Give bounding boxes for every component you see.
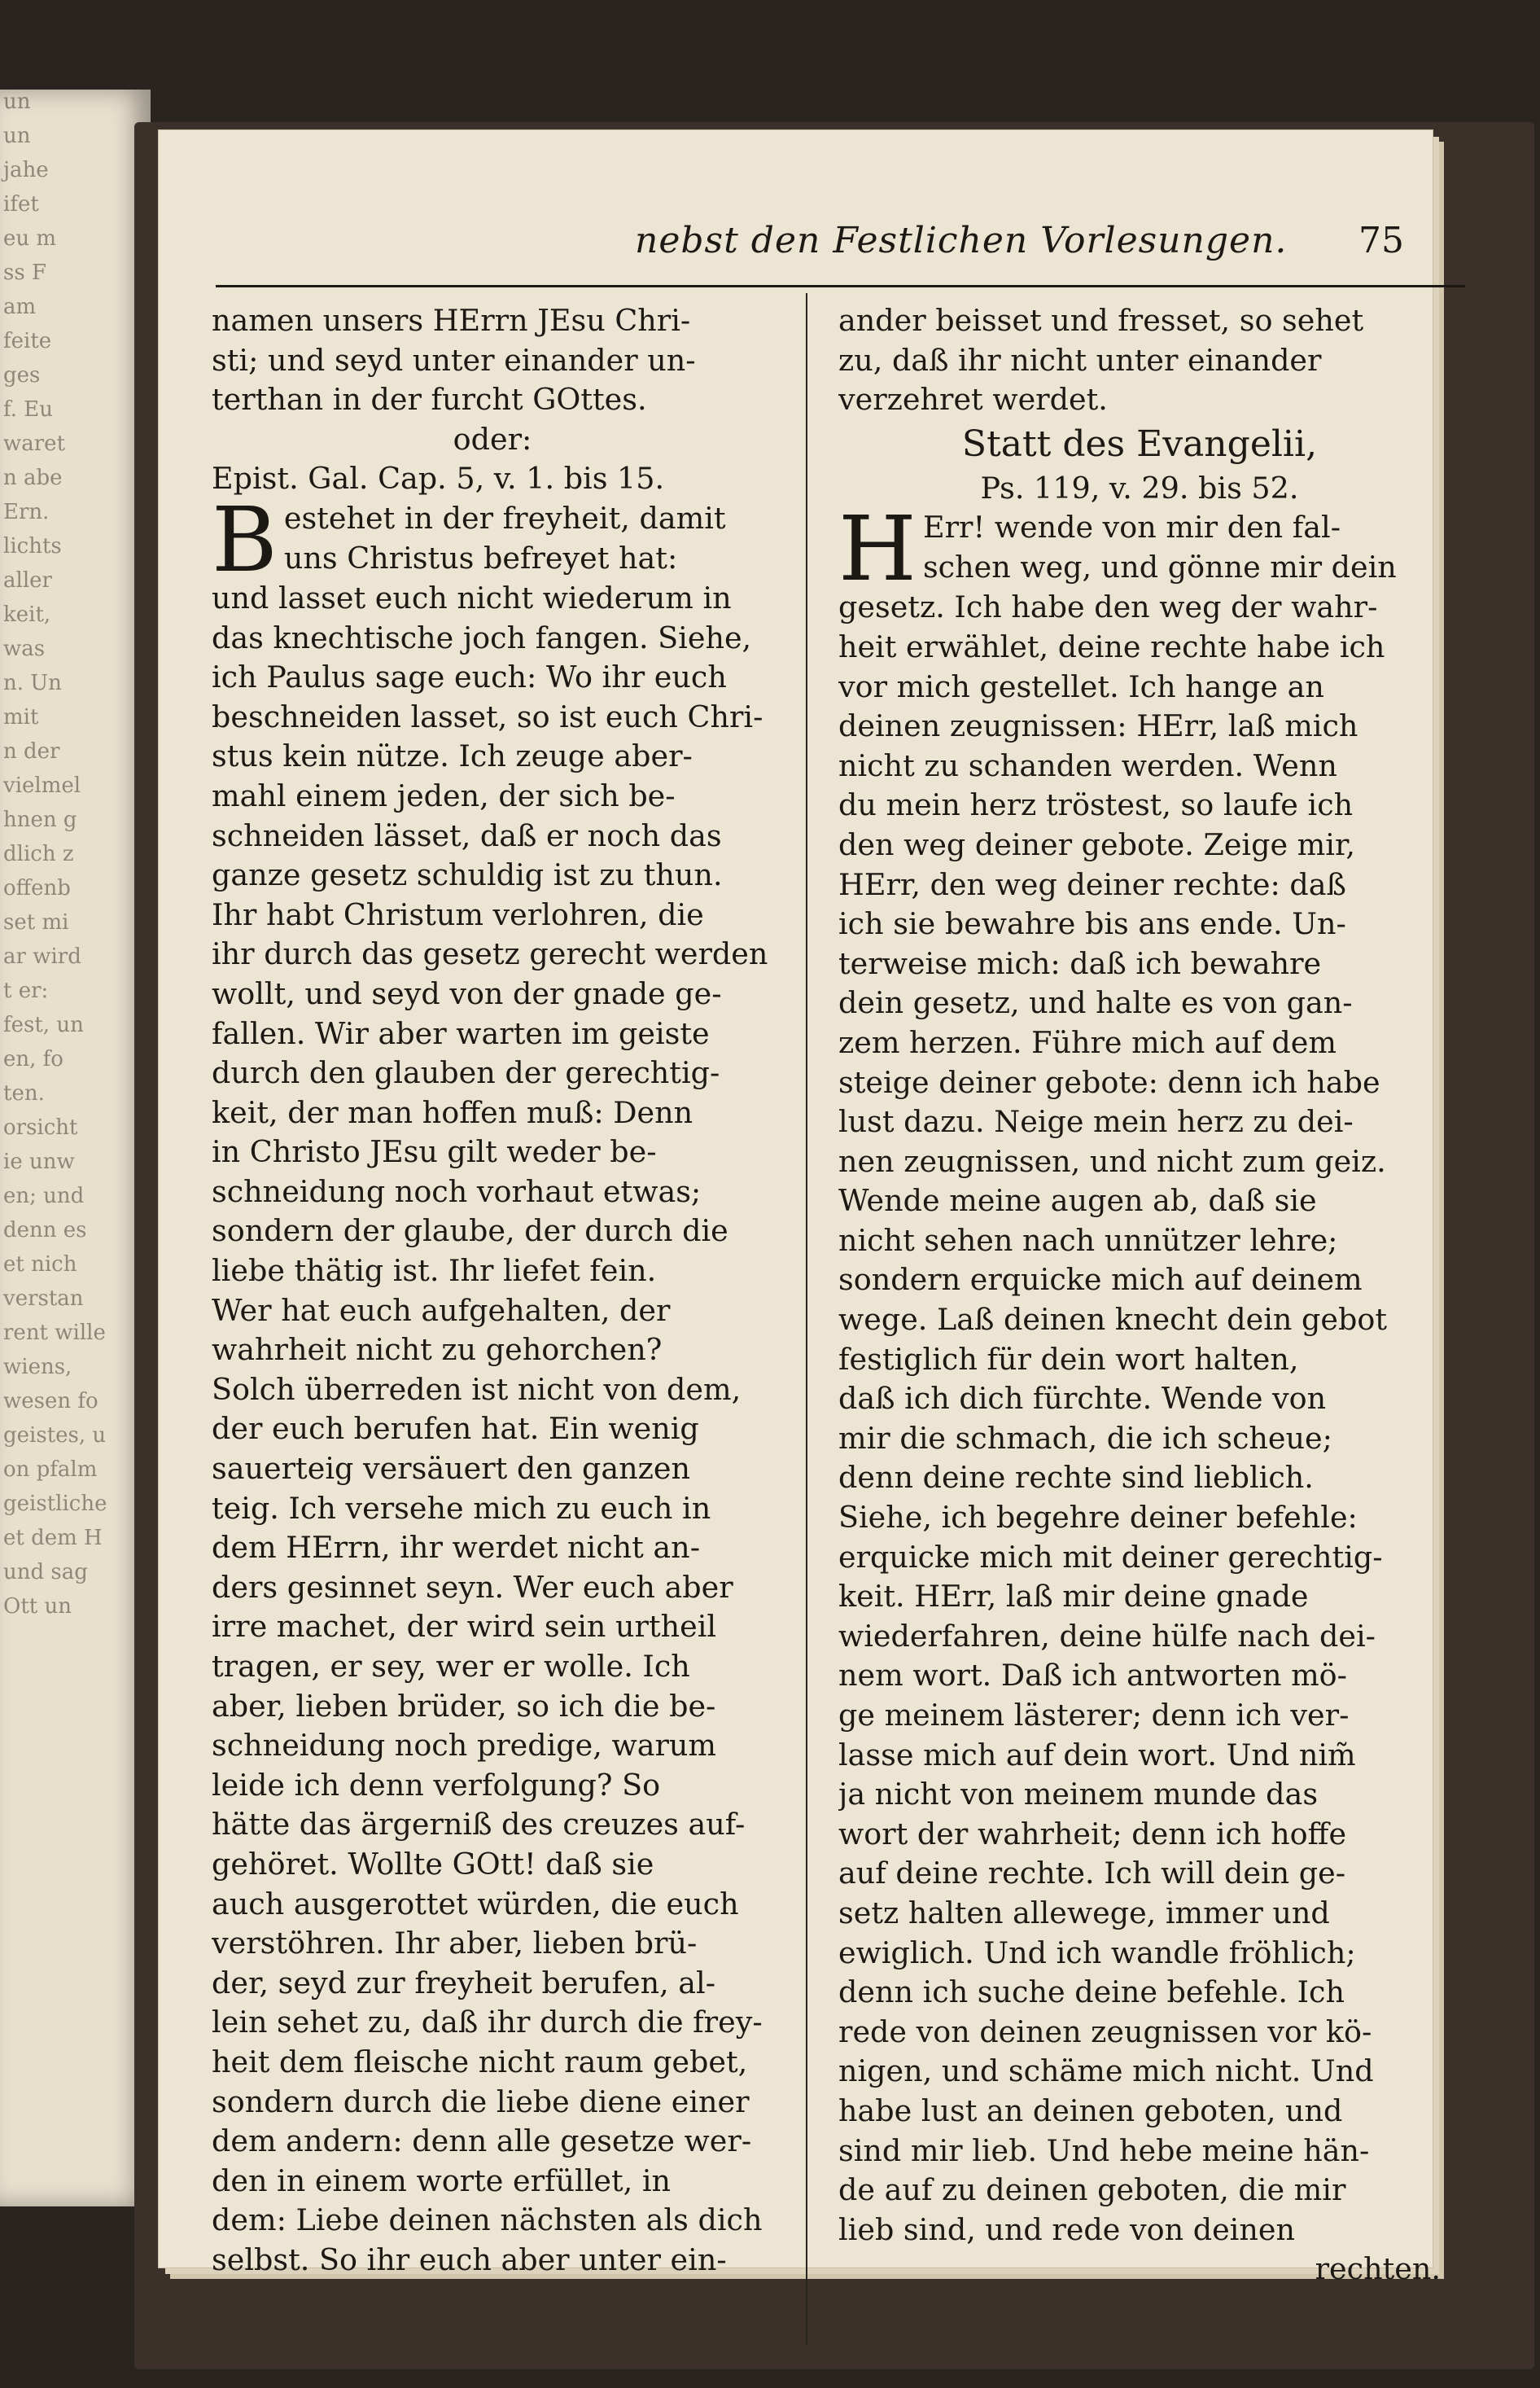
- text-line: Wer hat euch aufgehalten, der: [212, 1292, 671, 1328]
- text-line: sondern durch die liebe diene einer: [212, 2083, 750, 2119]
- facing-page-fragment: ar wird: [3, 944, 81, 969]
- text-line: lust dazu. Neige mein herz zu dei-: [838, 1104, 1354, 1140]
- text-line: erquicke mich mit deiner gerechtig-: [838, 1539, 1383, 1575]
- facing-page-fragment: ten.: [3, 1081, 45, 1106]
- text-line: denn ich suche deine befehle. Ich: [838, 1974, 1345, 2010]
- facing-page-fragment: Ott un: [3, 1594, 72, 1619]
- text-line: steige deiner gebote: denn ich habe: [838, 1064, 1380, 1100]
- text-line: mahl einem jeden, der sich be-: [212, 778, 676, 813]
- facing-page-fragment: Ern.: [3, 500, 50, 524]
- facing-page-fragment: dlich z: [3, 842, 74, 866]
- text-line: verzehret werdet.: [838, 382, 1108, 418]
- facing-page-fragment: wesen fo: [3, 1389, 98, 1413]
- text-line: dem HErrn, ihr werdet nicht an-: [212, 1530, 701, 1566]
- text-line: ander beisset und fresset, so sehet: [838, 303, 1364, 338]
- text-line: dem: Liebe deinen nächsten als dich: [212, 2202, 763, 2238]
- text-line: sondern der glaube, der durch die: [212, 1213, 728, 1249]
- facing-page-fragment: waret: [3, 432, 66, 456]
- facing-page-fragment: en, fo: [3, 1047, 63, 1071]
- text-line: HErr, den weg deiner rechte: daß: [838, 866, 1346, 902]
- text-line: auch ausgerottet würden, die euch: [212, 1886, 739, 1921]
- text-line: sti; und seyd unter einander un-: [212, 342, 696, 378]
- text-line: heit dem fleische nicht raum gebet,: [212, 2044, 748, 2079]
- facing-page-fragment: set mi: [3, 910, 69, 935]
- text-line: vor mich gestellet. Ich hange an: [838, 668, 1324, 704]
- text-line: dein gesetz, und halte es von gan-: [838, 985, 1353, 1021]
- text-line: beschneiden lasset, so ist euch Chri-: [212, 699, 763, 734]
- text-line: ewiglich. Und ich wandle fröhlich;: [838, 1934, 1356, 1970]
- text-line: Wende meine augen ab, daß sie: [838, 1183, 1317, 1219]
- text-line: Err! wende von mir den fal-: [922, 510, 1341, 546]
- drop-initial: H: [838, 497, 917, 602]
- facing-page-fragment: hnen g: [3, 808, 77, 832]
- text-line: nigen, und schäme mich nicht. Und: [838, 2053, 1374, 2089]
- facing-page-fragment: und sag: [3, 1560, 88, 1584]
- facing-page-fragment: vielmel: [3, 773, 81, 798]
- text-line: durch den glauben der gerechtig-: [212, 1055, 720, 1091]
- text-line: schen weg, und gönne mir dein: [922, 549, 1397, 585]
- facing-page-fragment: f. Eu: [3, 397, 53, 422]
- facing-page-fragment: offenb: [3, 876, 71, 900]
- facing-page-fragment: keit,: [3, 602, 51, 627]
- text-line: habe lust an deinen geboten, und: [838, 2092, 1343, 2128]
- text-line: du mein herz tröstest, so laufe ich: [838, 787, 1354, 823]
- facing-page-fragment: ss F: [3, 261, 46, 285]
- text-line: den weg deiner gebote. Zeige mir,: [838, 826, 1355, 862]
- text-line: zem herzen. Führe mich auf dem: [838, 1024, 1337, 1060]
- text-line: nicht sehen nach unnützer lehre;: [838, 1222, 1338, 1258]
- text-line: ich Paulus sage euch: Wo ihr euch: [212, 659, 727, 695]
- text-line: uns Christus befreyet hat:: [283, 540, 678, 576]
- facing-page-fragment: n der: [3, 739, 60, 764]
- facing-page-fragment: rent wille: [3, 1321, 106, 1345]
- text-line: hätte das ärgerniß des creuzes auf-: [212, 1807, 746, 1842]
- text-line: schneiden lässet, daß er noch das: [212, 817, 722, 853]
- text-line: lasse mich auf dein wort. Und nim̃: [838, 1737, 1356, 1772]
- facing-page-fragment: geistliche: [3, 1492, 107, 1516]
- column-divider: [806, 293, 807, 2345]
- psalm-reference: Ps. 119, v. 29. bis 52.: [980, 470, 1299, 506]
- facing-page-fragment: on pfalm: [3, 1457, 98, 1482]
- text-line: der euch berufen hat. Ein wenig: [212, 1411, 699, 1447]
- page-header: [480, 213, 1404, 270]
- text-line: wiederfahren, deine hülfe nach dei-: [838, 1618, 1376, 1654]
- facing-page-fragment: wiens,: [3, 1355, 72, 1379]
- book-page: [159, 130, 1441, 2287]
- facing-page-fragment: n. Un: [3, 671, 62, 695]
- text-line: das knechtische joch fangen. Siehe,: [212, 620, 752, 655]
- facing-page-fragment: eu m: [3, 226, 57, 251]
- facing-page-fragment: feite: [3, 329, 52, 353]
- facing-page-strip: [0, 90, 151, 2206]
- facing-page-fragment: am: [3, 295, 37, 319]
- text-line: ihr durch das gesetz gerecht werden: [212, 936, 768, 972]
- facing-page-fragment: was: [3, 637, 46, 661]
- text-line: teig. Ich versehe mich zu euch in: [212, 1490, 711, 1526]
- gospel-heading: Statt des Evangelii,: [961, 423, 1318, 465]
- text-line: sondern erquicke mich auf deinem: [838, 1262, 1363, 1298]
- facing-page-fragment: verstan: [3, 1286, 84, 1311]
- last-line: rechten.: [1315, 2251, 1441, 2287]
- text-line: ganze gesetz schuldig ist zu thun.: [212, 857, 723, 893]
- text-line: nem wort. Daß ich antworten mö-: [838, 1658, 1347, 1694]
- facing-page-fragment: un: [3, 90, 31, 114]
- text-line: Ihr habt Christum verlohren, die: [212, 896, 704, 932]
- facing-page-fragment: mit: [3, 705, 39, 730]
- text-line: tragen, er sey, wer er wolle. Ich: [212, 1649, 690, 1684]
- text-line: fallen. Wir aber warten im geiste: [212, 1015, 710, 1051]
- text-line: leide ich denn verfolgung? So: [212, 1767, 661, 1803]
- text-line: verstöhren. Ihr aber, lieben brü-: [212, 1926, 698, 1961]
- text-line: heit erwählet, deine rechte habe ich: [838, 629, 1385, 664]
- oder-label: oder:: [453, 421, 532, 457]
- text-line: de auf zu deinen geboten, die mir: [838, 2172, 1346, 2208]
- text-line: irre machet, der wird sein urtheil: [212, 1609, 717, 1645]
- text-line: terthan in der furcht GOttes.: [212, 382, 647, 418]
- facing-page-fragment: ie unw: [3, 1150, 75, 1174]
- page-number: 75: [1358, 220, 1404, 261]
- text-line: deinen zeugnissen: HErr, laß mich: [838, 708, 1358, 744]
- text-line: keit. HErr, laß mir deine gnade: [838, 1579, 1309, 1615]
- facing-page-fragment: orsicht: [3, 1115, 78, 1140]
- epistle-opening: [212, 487, 773, 592]
- left-column: [212, 301, 773, 2281]
- text-line: nicht zu schanden werden. Wenn: [838, 747, 1337, 783]
- drop-initial: B: [212, 487, 278, 592]
- text-line: rede von deinen zeugnissen vor kö-: [838, 2013, 1372, 2049]
- text-line: setz halten allewege, immer und: [838, 1895, 1330, 1930]
- facing-page-fragment: en; und: [3, 1184, 85, 1208]
- running-head: nebst den Festlichen Vorlesungen.: [635, 220, 1288, 261]
- text-line: und lasset euch nicht wiederum in: [212, 580, 732, 616]
- epistle-reference: Epist. Gal. Cap. 5, v. 1. bis 15.: [212, 461, 665, 497]
- text-line: ders gesinnet seyn. Wer euch aber: [212, 1569, 733, 1605]
- text-line: sauerteig versäuert den ganzen: [212, 1451, 690, 1487]
- text-line: zu, daß ihr nicht unter einander: [838, 342, 1322, 378]
- text-line: daß ich dich fürchte. Wende von: [838, 1381, 1327, 1417]
- text-line: in Christo JEsu gilt weder be-: [212, 1134, 657, 1170]
- text-line: keit, der man hoffen muß: Denn: [212, 1094, 693, 1130]
- text-line: ich sie bewahre bis ans ende. Un-: [838, 906, 1346, 942]
- text-line: Siehe, ich begehre deiner befehle:: [838, 1500, 1358, 1536]
- text-line: ja nicht von meinem munde das: [838, 1777, 1319, 1812]
- text-line: festiglich für dein wort halten,: [838, 1341, 1299, 1377]
- text-line: stus kein nütze. Ich zeuge aber-: [212, 738, 693, 774]
- text-line: nen zeugnissen, und nicht zum geiz.: [838, 1143, 1386, 1179]
- text-line: schneidung noch vorhaut etwas;: [212, 1173, 702, 1209]
- text-line: selbst. So ihr euch aber unter ein-: [212, 2241, 727, 2277]
- text-line: lein sehet zu, daß ihr durch die frey-: [212, 2005, 763, 2040]
- text-line: estehet in der freyheit, damit: [283, 500, 726, 536]
- text-line: denn deine rechte sind lieblich.: [838, 1460, 1314, 1496]
- facing-page-fragment: geistes, u: [3, 1423, 107, 1448]
- text-line: gesetz. Ich habe den weg der wahr-: [838, 589, 1378, 625]
- text-line: liebe thätig ist. Ihr liefet fein.: [212, 1253, 657, 1289]
- right-column: [838, 301, 1441, 2289]
- text-line: den in einem worte erfüllet, in: [212, 2162, 672, 2198]
- psalm-opening: [838, 497, 1441, 602]
- text-line: wort der wahrheit; denn ich hoffe: [838, 1816, 1347, 1851]
- facing-page-fragment: et nich: [3, 1252, 77, 1277]
- facing-page-fragment: t er:: [3, 979, 49, 1003]
- text-line: dem andern: denn alle gesetze wer-: [212, 2123, 752, 2159]
- facing-page-fragment: ges: [3, 363, 41, 388]
- text-line: lieb sind, und rede von deinen: [838, 2211, 1295, 2247]
- facing-page-fragment: aller: [3, 568, 52, 593]
- text-line: wahrheit nicht zu gehorchen?: [212, 1332, 663, 1368]
- facing-page-fragment: n abe: [3, 466, 63, 490]
- facing-page-fragment: denn es: [3, 1218, 87, 1242]
- text-line: aber, lieben brüder, so ich die be-: [212, 1688, 716, 1724]
- facing-page-fragment: lichts: [3, 534, 62, 559]
- header-rule: [216, 285, 1465, 287]
- text-line: der, seyd zur freyheit berufen, al-: [212, 1965, 716, 2000]
- text-line: Solch überreden ist nicht von dem,: [212, 1371, 742, 1407]
- text-line: wege. Laß deinen knecht dein gebot: [838, 1302, 1388, 1338]
- text-line: ge meinem lästerer; denn ich ver-: [838, 1698, 1350, 1733]
- text-line: auf deine rechte. Ich will dein ge-: [838, 1856, 1346, 1891]
- facing-page-fragment: un: [3, 124, 31, 148]
- text-line: namen unsers HErrn JEsu Chri-: [212, 303, 691, 338]
- facing-page-fragment: ifet: [3, 192, 39, 217]
- facing-page-fragment: et dem H: [3, 1526, 103, 1550]
- text-line: sind mir lieb. Und hebe meine hän-: [838, 2132, 1370, 2168]
- text-line: mir die schmach, die ich scheue;: [838, 1420, 1332, 1456]
- text-line: terweise mich: daß ich bewahre: [838, 945, 1322, 981]
- text-line: schneidung noch predige, warum: [212, 1728, 717, 1764]
- text-line: gehöret. Wollte GOtt! daß sie: [212, 1846, 654, 1882]
- facing-page-fragment: fest, un: [3, 1013, 84, 1037]
- facing-page-fragment: jahe: [3, 158, 49, 182]
- text-line: wollt, und seyd von der gnade ge-: [212, 975, 722, 1011]
